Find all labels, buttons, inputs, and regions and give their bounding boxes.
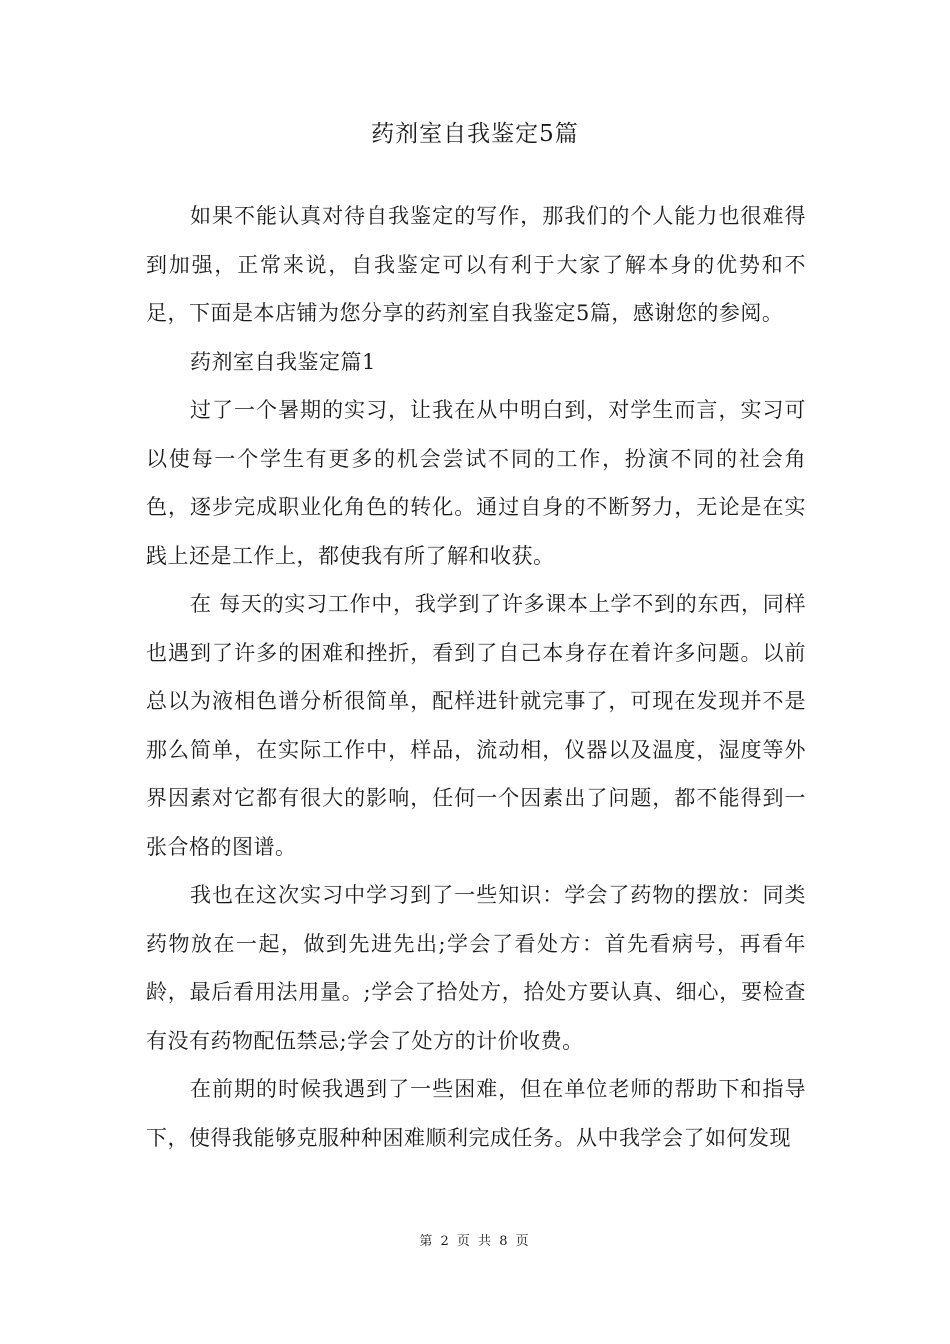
section-heading: 药剂室自我鉴定篇1 bbox=[190, 349, 376, 374]
body-paragraph: 在 每天的实习工作中，我学到了许多课本上学不到的东西，同样也遇到了许多的困难和挫折，看到了自己本身存在着许多问题。以前总以为液相色谱分析很简单，配样进针就完事了，可现在发现并不是那么简单，在实际工作中，样品，流动相，仪器以及温度，湿度等外界因素对它都有很大的影响，任何一个因素出了问题，都不能得到一张合格的图谱。 bbox=[146, 592, 806, 859]
page-footer: 第 2 页 共 8 页 bbox=[419, 1234, 531, 1249]
body-paragraph: 过了一个暑期的实习，让我在从中明白到，对学生而言，实习可以使每一个学生有更多的机会尝试不同的工作，扮演不同的社会角色，逐步完成职业化角色的转化。通过自身的不断努力，无论是在实践上还是工作上，都使我有所了解和收获。 bbox=[146, 398, 806, 568]
intro-paragraph: 如果不能认真对待自我鉴定的写作，那我们的个人能力也很难得到加强，正常来说，自我鉴定可以有利于大家了解本身的优势和不足，下面是本店铺为您分享的药剂室自我鉴定5篇，感谢您的参阅。 bbox=[146, 204, 806, 325]
document-title: 药剂室自我鉴定5篇 bbox=[371, 121, 579, 147]
body-paragraph: 在前期的时候我遇到了一些困难，但在单位老师的帮助下和指导下，使得我能够克服种种困难顺利完成任务。从中我学会了如何发现 bbox=[146, 1077, 806, 1150]
document-body bbox=[146, 192, 806, 1162]
body-paragraph: 我也在这次实习中学习到了一些知识：学会了药物的摆放：同类药物放在一起，做到先进先出;学会了看处方：首先看病号，再看年龄，最后看用法用量。;学会了拾处方，拾处方要认真、细心，要检查有没有药物配伍禁忌;学会了处方的计价收费。 bbox=[146, 883, 806, 1053]
